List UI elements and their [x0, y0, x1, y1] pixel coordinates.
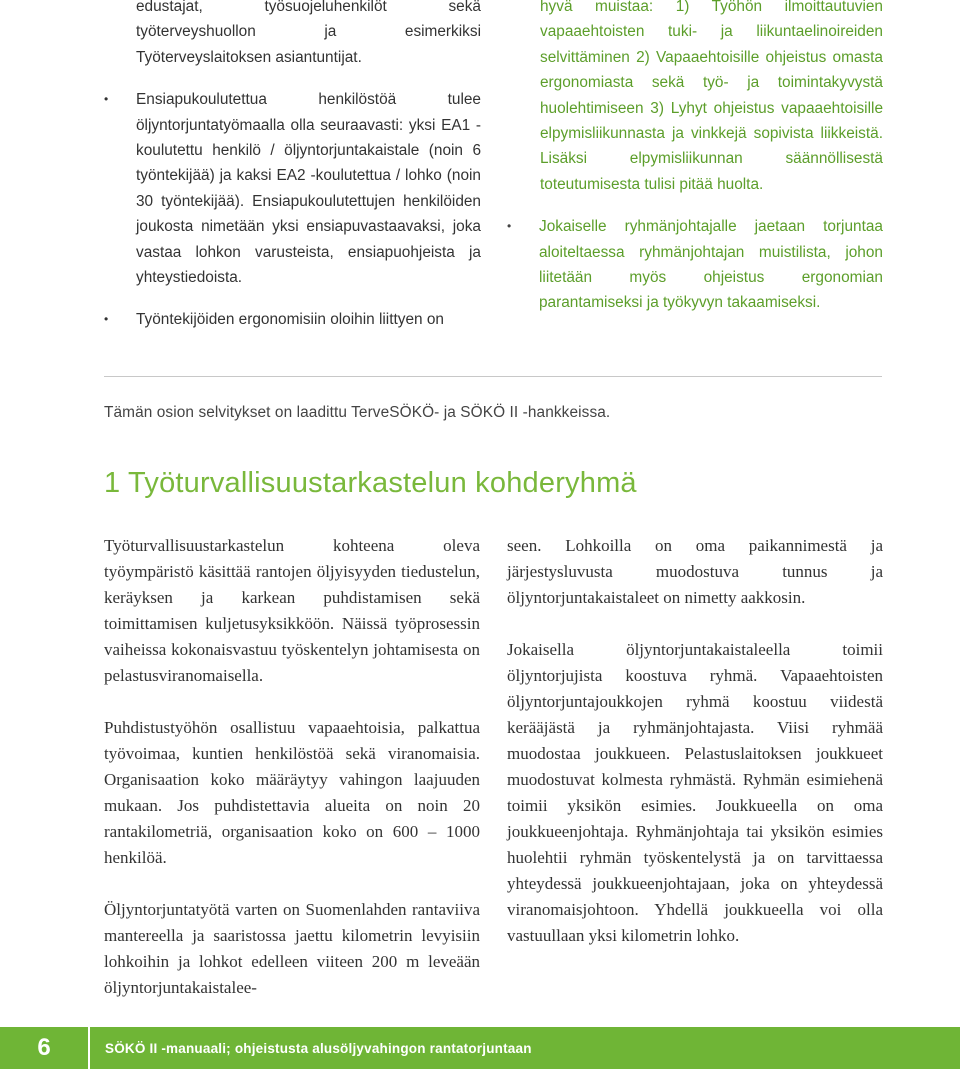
footer-divider: [88, 1027, 90, 1069]
top-right-column: [507, 0, 883, 333]
body-paragraph: Työturvallisuustarkastelun kohteena oleva työympäristö käsittää rantojen öljyisyyden tiedustelun, keräyksen ja karkean puhdistamisen sekä toimittamisen kuljetusyksikköön. Näissä työprosessin vaiheissa kokonaisvastuu työskentelyn johtamisesta on pelastusviranomaisella.: [104, 536, 480, 685]
footer-title: SÖKÖ II -manuaali; ohjeistusta alusöljyvahingon rantatorjuntaan: [105, 1040, 532, 1056]
bullet-item: • Työntekijöiden ergonomisiin oloihin liittyen on: [104, 307, 481, 332]
page-footer: [0, 1027, 960, 1069]
body-paragraph: Puhdistustyöhön osallistuu vapaaehtoisia, palkattua työvoimaa, kuntien henkilöstöä sekä viranomaisia. Organisaation koko määräytyy vahingon laajuuden mukaan. Jos puhdistettavia alueita on noin 20 rantakilometriä, organisaation koko on 600 – 1000 henkilöä.: [104, 718, 480, 867]
continued-paragraph: hyvä muistaa: 1) Työhön ilmoittautuvien vapaaehtoisten tuki- ja liikuntaelinoireiden selvittäminen 2) Vapaaehtoisille ohjeistus omasta ergonomiasta sekä työ- ja toimintakyvystä huolehtimiseen 3) Lyhyt ohjeistus vapaaehtoisille elpymisliikunnasta ja vinkkejä sopivista liikkeistä. Lisäksi elpymisliikunnan säännöllisestä toteutumisesta tulisi pitää huolta.: [540, 0, 883, 193]
section-divider: [104, 376, 882, 377]
body-paragraph: seen. Lohkoilla on oma paikannimestä ja järjestysluvusta muodostuva tunnus ja öljyntorjuntakaistaleet on nimetty aakkosin.: [507, 536, 883, 607]
body-left-column: [104, 533, 480, 1027]
body-paragraph: Öljyntorjuntatyötä varten on Suomenlahden rantaviiva mantereella ja saaristossa jaettu kilometrin levyisiin lohkoihin ja lohkot edelleen viiteen 200 m leveään öljyntorjuntakaistalee-: [104, 900, 480, 997]
body-paragraph: Jokaisella öljyntorjuntakaistaleella toimii öljyntorjujista koostuva ryhmä. Vapaaehtoisten öljyntorjuntajoukkojen ryhmä koostuu viidestä kerääjästä ja ryhmänjohtajasta. Viisi ryhmää muodostaa joukkueen. Pelastuslaitoksen joukkueet muodostuvat kolmesta ryhmästä. Ryhmän esimiehenä toimii yksikön esimies. Joukkueella on oma joukkueenjohtaja. Ryhmänjohtaja tai yksikön esimies huolehtii ryhmän työskentelystä ja on tarvittaessa yhteydessä joukkueenjohtajaan, joka on yhteydessä viranomaisjohtoon. Yhdellä joukkueella voi olla vastuullaan yksi kilometrin lohko.: [507, 640, 883, 945]
top-left-column: [104, 0, 481, 350]
bullet-list: [104, 87, 481, 333]
section-heading: 1 Työturvallisuustarkastelun kohderyhmä: [104, 467, 637, 499]
body-right-column: [507, 533, 883, 975]
project-note: Tämän osion selvitykset on laadittu TerveSÖKÖ- ja SÖKÖ II -hankkeissa.: [104, 404, 611, 421]
page-number: 6: [37, 1034, 51, 1061]
bullet-list: [507, 214, 883, 316]
bullet-item: • Jokaiselle ryhmänjohtajalle jaetaan torjuntaa aloiteltaessa ryhmänjohtajan muistilista, johon liitetään myös ohjeistus ergonomian parantamiseksi ja työkyvyn takaamiseksi.: [507, 214, 883, 316]
continued-paragraph: edustajat, työsuojeluhenkilöt sekä työterveyshuollon ja esimerkiksi Työterveyslaitoksen asiantuntijat.: [136, 0, 481, 66]
bullet-item: • Ensiapukoulutettua henkilöstöä tulee öljyntorjuntatyömaalla olla seuraavasti: yksi EA1 -koulutettu henkilö / öljyntorjuntakaistale (noin 6 työntekijää) ja kaksi EA2 -koulutettua / lohko (noin 30 työntekijää). Ensiapukoulutettujen henkilöiden joukosta nimetään yksi ensiapuvastaavaksi, joka vastaa lohkon varusteista, ensiapuohjeista ja yhteystiedoista.: [104, 87, 481, 290]
